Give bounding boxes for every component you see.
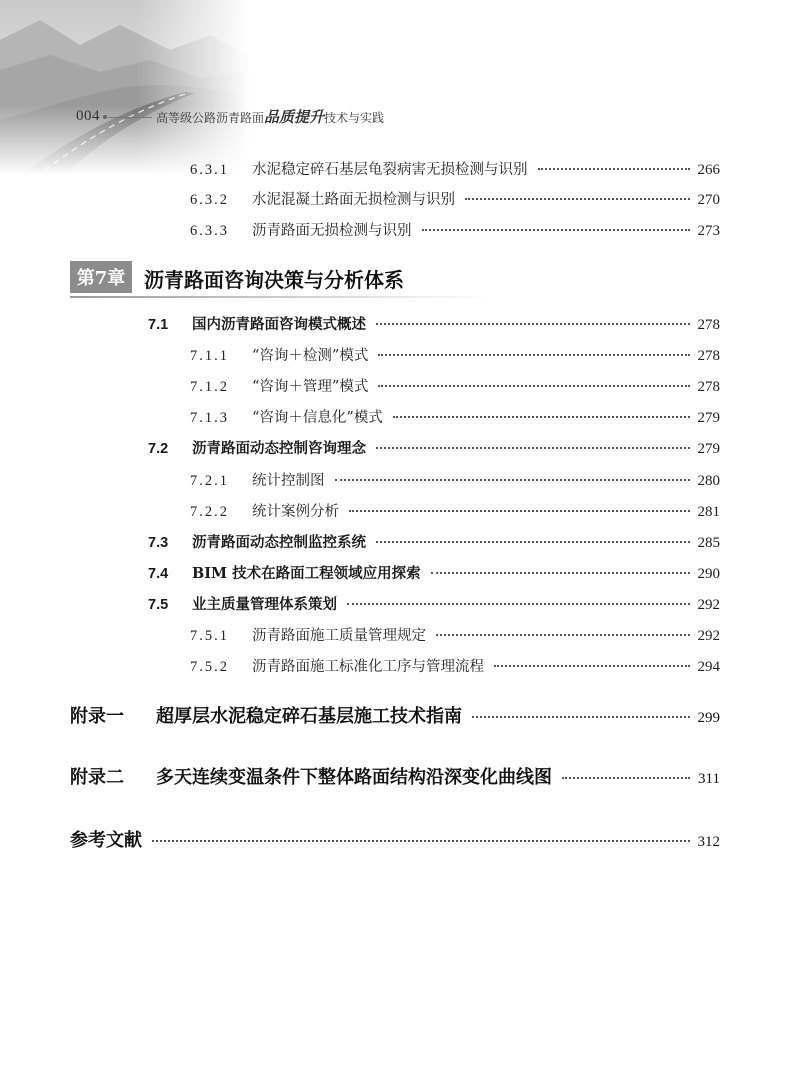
toc-entry-page: 279 (697, 410, 720, 426)
dot-leader (152, 840, 690, 842)
book-title-emphasis: 品质提升 (264, 107, 325, 126)
toc-entry-title: 沥青路面无损检测与识别 (252, 223, 412, 239)
toc-entry-page: 279 (697, 441, 720, 457)
chapter-badge: 第7章 (70, 261, 132, 293)
toc-entry-page: 278 (697, 379, 720, 395)
toc-entry-page: 266 (697, 162, 720, 178)
toc-entry-number: 7.3 (148, 535, 169, 551)
toc-entry-title: 统计案例分析 (252, 504, 339, 520)
chapter-rule (70, 296, 490, 298)
toc-entry-number: 7.2.2 (190, 504, 229, 520)
toc-entry-page: 270 (697, 192, 720, 208)
toc-entry-page: 285 (697, 535, 720, 551)
dot-leader (376, 541, 690, 543)
toc-entry-title: 水泥混凝土路面无损检测与识别 (252, 192, 455, 208)
toc-entry (190, 655, 720, 676)
running-header (76, 106, 384, 126)
toc-entry-page: 290 (697, 566, 720, 582)
dot-leader (472, 716, 690, 718)
toc-entry-title: 沥青路面动态控制咨询理念 (192, 440, 366, 457)
toc-entry (190, 375, 720, 396)
toc-entry-number: 附录一 (70, 706, 124, 727)
dot-leader (431, 572, 690, 574)
toc-entry (190, 344, 720, 365)
toc-entry-number: 6.3.1 (190, 162, 229, 178)
toc-entry-page: 311 (698, 771, 720, 787)
toc-entry-title: 统计控制图 (252, 473, 325, 489)
dot-leader (378, 385, 689, 387)
toc-entry (190, 624, 720, 645)
dot-leader (422, 229, 690, 231)
toc-entry-page: 278 (697, 317, 720, 333)
dot-leader (562, 777, 690, 779)
dot-leader (376, 323, 690, 325)
toc-entry (148, 593, 720, 614)
toc-entry-page: 278 (697, 348, 720, 364)
toc-entry-page: 280 (697, 473, 720, 489)
header-rule (108, 117, 152, 118)
toc-entry-title: “咨询＋检测”模式 (252, 348, 369, 364)
toc-entry-title: 超厚层水泥稳定碎石基层施工技术指南 (156, 706, 462, 727)
toc-entry (190, 158, 720, 179)
toc-entry (70, 763, 720, 789)
toc-entry-number: 7.2 (148, 441, 169, 457)
toc-entry-title: “咨询＋信息化”模式 (252, 410, 383, 426)
header-landscape-image (0, 0, 250, 175)
toc-entry (148, 531, 720, 552)
dot-leader (393, 416, 690, 418)
toc-entry-page: 299 (697, 710, 720, 726)
toc-entry-page: 294 (697, 659, 720, 675)
toc-entry-title: 水泥稳定碎石基层龟裂病害无损检测与识别 (252, 162, 528, 178)
toc-entry-number: 6.3.2 (190, 192, 229, 208)
toc-entry (190, 219, 720, 240)
book-title-prefix: 高等级公路沥青路面 (156, 110, 265, 125)
toc-entry-number: 7.4 (148, 566, 169, 582)
dot-leader (376, 447, 690, 449)
toc-entry-number: 7.5.1 (190, 628, 229, 644)
toc-entry-number: 7.1.3 (190, 410, 229, 426)
toc-entry-number: 7.5 (148, 597, 169, 613)
toc-entry-title: BIM 技术在路面工程领域应用探索 (192, 565, 421, 582)
dot-leader (378, 354, 689, 356)
toc-entry-title: 业主质量管理体系策划 (192, 596, 337, 613)
toc-entry-number: 7.5.2 (190, 659, 229, 675)
toc-entry-number: 7.1 (148, 317, 169, 333)
toc-entry (148, 437, 720, 458)
toc-entry-title: 多天连续变温条件下整体路面结构沿深变化曲线图 (156, 767, 552, 788)
dot-leader (349, 510, 690, 512)
toc-entry-title: 沥青路面施工标准化工序与管理流程 (252, 659, 484, 675)
toc-entry-title: 国内沥青路面咨询模式概述 (192, 316, 366, 333)
dot-leader (436, 634, 690, 636)
toc-entry-number: 6.3.3 (190, 223, 229, 239)
toc-entry-number: 7.1.1 (190, 348, 229, 364)
toc-entry (190, 406, 720, 427)
toc-entry-number: 附录二 (70, 767, 124, 788)
chapter-title: 沥青路面咨询决策与分析体系 (144, 268, 404, 292)
toc-entry-page: 292 (697, 597, 720, 613)
toc-entry (190, 469, 720, 490)
toc-entry (190, 500, 720, 521)
toc-entry-number: 7.1.2 (190, 379, 229, 395)
toc-entry (190, 188, 720, 209)
dot-leader (494, 665, 690, 667)
toc-entry-title: “咨询＋管理”模式 (252, 379, 369, 395)
toc-entry-title: 沥青路面施工质量管理规定 (252, 628, 426, 644)
toc-entry-title: 参考文献 (70, 830, 142, 851)
toc-entry-page: 281 (697, 504, 720, 520)
dot-leader (538, 168, 690, 170)
toc-entry-page: 312 (697, 834, 720, 850)
book-title-suffix: 技术与实践 (324, 110, 385, 125)
toc-entry (70, 826, 720, 852)
book-title (156, 106, 384, 127)
toc-entry-page: 292 (697, 628, 720, 644)
toc-entry-title: 沥青路面动态控制监控系统 (192, 534, 366, 551)
toc-entry (70, 702, 720, 728)
toc-entry (148, 313, 720, 334)
dot-leader (465, 198, 690, 200)
toc-entry-page: 273 (697, 223, 720, 239)
toc-entry (148, 562, 720, 583)
toc-entry-number: 7.2.1 (190, 473, 229, 489)
page-number: 004 (76, 107, 100, 124)
dot-leader (335, 479, 690, 481)
dot-leader (347, 603, 690, 605)
